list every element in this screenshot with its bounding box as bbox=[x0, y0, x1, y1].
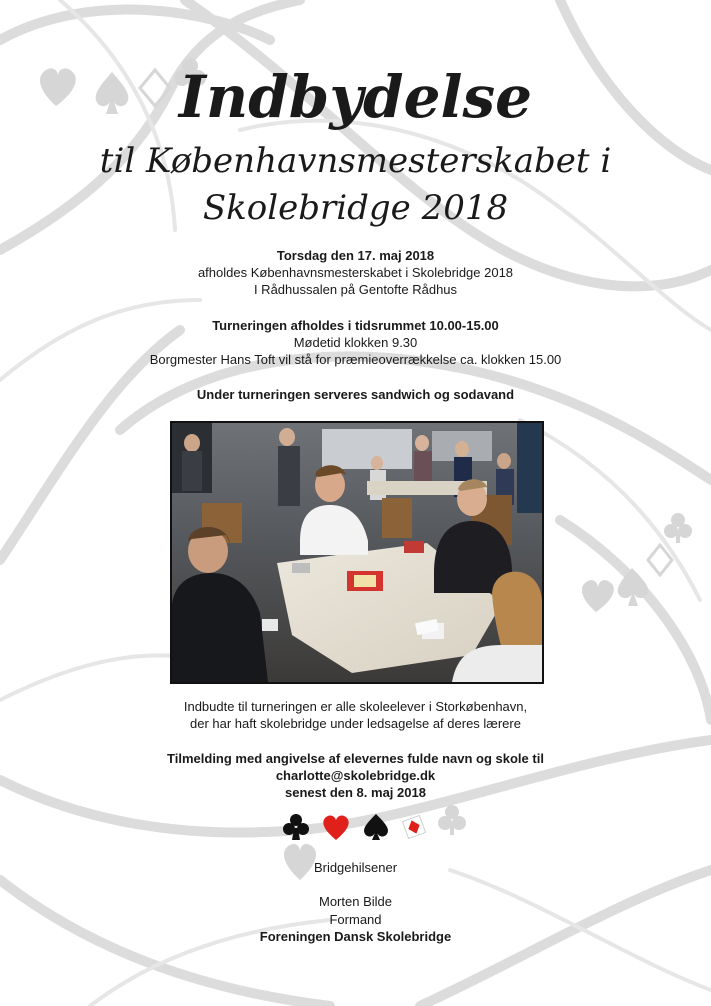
page-title: Indbydelse bbox=[178, 63, 533, 131]
meeting-time: Mødetid klokken 9.30 bbox=[293, 335, 418, 350]
club-icon bbox=[281, 812, 311, 842]
invitation-line-2: der har haft skolebridge under ledsagelse af deres lærere bbox=[190, 716, 521, 731]
card-suits bbox=[281, 812, 431, 844]
registration-deadline: senest den 8. maj 2018 bbox=[285, 785, 426, 800]
invitation-line-1: Indbudte til turneringen er alle skoleelever i Storkøbenhavn, bbox=[183, 699, 528, 714]
refreshments: Under turneringen serveres sandwich og sodavand bbox=[196, 387, 515, 402]
diamond-icon bbox=[399, 812, 429, 842]
closing-greeting: Bridgehilsener bbox=[313, 860, 398, 875]
event-description: afholdes Københavnsmesterskabet i Skolebridge 2018 bbox=[197, 265, 514, 280]
spade-icon bbox=[361, 812, 391, 842]
event-venue: I Rådhussalen på Gentofte Rådhus bbox=[253, 282, 458, 297]
signer-role: Formand bbox=[329, 912, 382, 927]
event-date: Torsdag den 17. maj 2018 bbox=[276, 248, 435, 263]
registration-line: Tilmelding med angivelse af elevernes fulde navn og skole til bbox=[167, 751, 544, 766]
registration-email[interactable]: charlotte@skolebridge.dk bbox=[275, 768, 436, 783]
time-window: Turneringen afholdes i tidsrummet 10.00-15.00 bbox=[212, 318, 499, 333]
tournament-photo bbox=[170, 421, 544, 684]
signer-name: Morten Bilde bbox=[319, 894, 392, 909]
subtitle-line-2: Skolebridge 2018 bbox=[202, 188, 509, 228]
subtitle-line-1: til Københavnsmesterskabet i bbox=[99, 141, 612, 181]
award-ceremony: Borgmester Hans Toft vil stå for præmieoverrækkelse ca. klokken 15.00 bbox=[149, 352, 562, 367]
heart-icon bbox=[321, 812, 351, 842]
organization-name: Foreningen Dansk Skolebridge bbox=[259, 929, 452, 944]
